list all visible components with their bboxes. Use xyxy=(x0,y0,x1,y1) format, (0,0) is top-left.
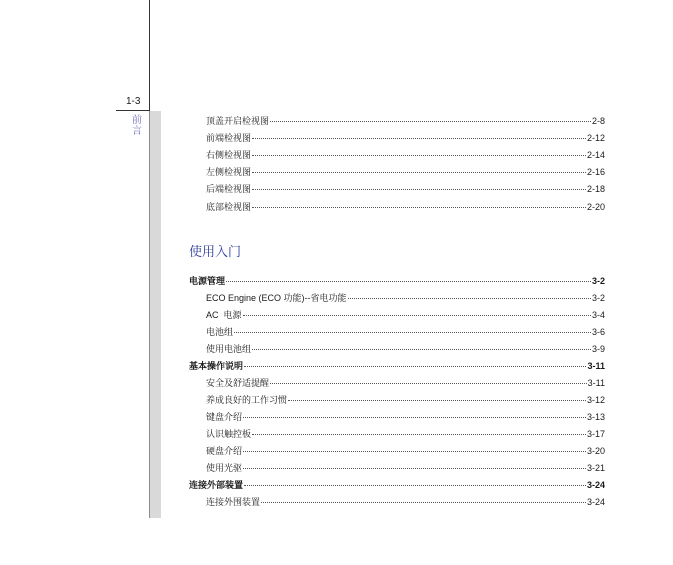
toc-entry[interactable] xyxy=(206,200,605,214)
toc-entry[interactable] xyxy=(206,182,605,196)
toc-entry-page: 3-9 xyxy=(591,344,605,354)
toc-entry-title: 使用电池组 xyxy=(206,345,252,355)
toc-entry-page: 3-4 xyxy=(591,310,605,320)
toc-entry-title: 连接外围装置 xyxy=(206,498,261,508)
toc-entry-title: AC 电源 xyxy=(206,310,242,320)
margin-bar-edge xyxy=(149,111,150,518)
toc-leader-dots xyxy=(243,451,586,452)
margin-rule-vertical xyxy=(149,0,150,111)
toc-entry[interactable] xyxy=(206,427,605,441)
toc-entry[interactable] xyxy=(206,165,605,179)
toc-leader-dots xyxy=(270,121,591,122)
toc-entry-title: 连接外部装置 xyxy=(189,481,244,491)
toc-entry[interactable] xyxy=(206,291,605,305)
toc-entry-page: 2-16 xyxy=(586,167,605,177)
toc-leader-dots xyxy=(244,485,586,486)
toc-leader-dots xyxy=(252,155,586,156)
toc-entry-level1[interactable] xyxy=(189,478,605,492)
toc-entry-title: 顶盖开启检视图 xyxy=(206,117,270,127)
chapter-side-label: 前言 xyxy=(132,115,142,137)
toc-entry-page: 3-2 xyxy=(591,293,605,303)
toc-entry[interactable] xyxy=(206,325,605,339)
toc-entry-title: 左侧检视图 xyxy=(206,168,252,178)
toc-entry-title: 电池组 xyxy=(206,328,234,338)
section-heading: 使用入门 xyxy=(189,245,242,260)
toc-entry-title: 养成良好的工作习惯 xyxy=(206,396,288,406)
toc-entry[interactable] xyxy=(206,393,605,407)
toc-leader-dots xyxy=(252,434,586,435)
toc-entry-title: 键盘介绍 xyxy=(206,413,243,423)
page-number: 1-3 xyxy=(126,96,141,107)
toc-leader-dots xyxy=(244,366,586,367)
toc-entry-title: 右侧检视图 xyxy=(206,151,252,161)
toc-entry-title: 硬盘介绍 xyxy=(206,447,243,457)
toc-entry-page: 2-18 xyxy=(586,184,605,194)
toc-leader-dots xyxy=(252,207,586,208)
toc-entry-title: 前端检视图 xyxy=(206,134,252,144)
toc-leader-dots xyxy=(243,417,586,418)
toc-entry-title: 后端检视图 xyxy=(206,185,252,195)
toc-entry-level1[interactable] xyxy=(189,274,605,288)
toc-entry-page: 3-13 xyxy=(586,412,605,422)
toc-entry-title: 认识触控板 xyxy=(206,430,252,440)
toc-entry-page: 3-17 xyxy=(586,429,605,439)
toc-entry-page: 3-21 xyxy=(586,463,605,473)
toc-leader-dots xyxy=(348,298,591,299)
toc-entry-page: 2-12 xyxy=(586,133,605,143)
toc-entry[interactable] xyxy=(206,444,605,458)
toc-leader-dots xyxy=(288,400,586,401)
toc-entry-title: 电源管理 xyxy=(189,277,226,287)
toc-entry-page: 2-8 xyxy=(591,116,605,126)
toc-entry-title: 安全及舒适提醒 xyxy=(206,379,270,389)
toc-entry[interactable] xyxy=(206,410,605,424)
toc-entry-page: 3-24 xyxy=(586,480,605,490)
toc-leader-dots xyxy=(234,332,591,333)
toc-leader-dots xyxy=(252,189,586,190)
toc-entry-page: 3-11 xyxy=(587,378,605,388)
toc-entry-title: 底部检视图 xyxy=(206,203,252,213)
toc-leader-dots xyxy=(261,502,586,503)
toc-entry-page: 3-11 xyxy=(587,361,605,371)
toc-leader-dots xyxy=(243,315,591,316)
toc-entry[interactable] xyxy=(206,495,605,509)
toc-leader-dots xyxy=(270,383,587,384)
toc-leader-dots xyxy=(252,172,586,173)
toc-entry-title: 基本操作说明 xyxy=(189,362,244,372)
toc-entry-page: 3-12 xyxy=(586,395,605,405)
toc-entry[interactable] xyxy=(206,376,605,390)
toc-entry-page: 3-24 xyxy=(586,497,605,507)
toc-leader-dots xyxy=(226,281,591,282)
toc-entry[interactable] xyxy=(206,308,605,322)
toc-leader-dots xyxy=(252,349,591,350)
margin-bar xyxy=(149,111,161,518)
toc-entry-page: 2-14 xyxy=(586,150,605,160)
toc-leader-dots xyxy=(243,468,586,469)
toc-entry-page: 3-2 xyxy=(591,276,605,286)
toc-entry[interactable] xyxy=(206,148,605,162)
toc-entry[interactable] xyxy=(206,342,605,356)
toc-entry-page: 3-20 xyxy=(586,446,605,456)
toc-entry-title: 使用光驱 xyxy=(206,464,243,474)
toc-entry-level1[interactable] xyxy=(189,359,605,373)
toc-entry[interactable] xyxy=(206,114,605,128)
toc-entry[interactable] xyxy=(206,461,605,475)
toc-entry-page: 2-20 xyxy=(586,202,605,212)
toc-entry[interactable] xyxy=(206,131,605,145)
toc-entry-page: 3-6 xyxy=(591,327,605,337)
page-number-rule xyxy=(116,110,150,111)
toc-leader-dots xyxy=(252,138,586,139)
toc-entry-title: ECO Engine (ECO 功能)--省电功能 xyxy=(206,293,347,303)
